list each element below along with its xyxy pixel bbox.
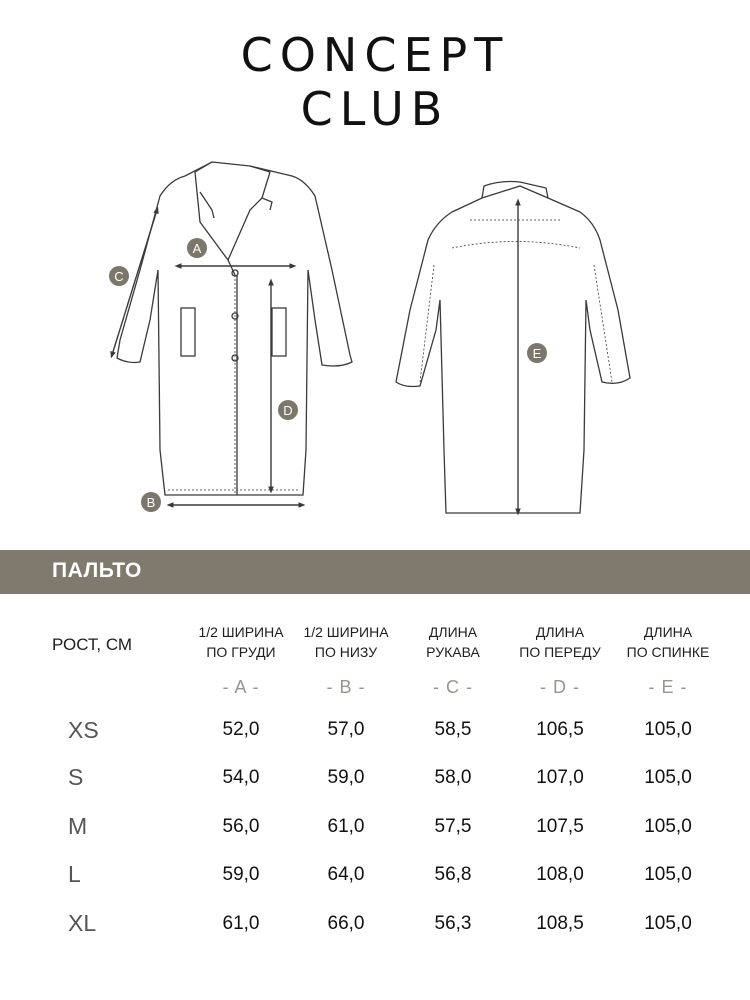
value-cell: 105,0 [644,816,692,837]
brand-logo-line1: CONCEPT [240,28,510,82]
value-cell: 108,0 [536,864,584,885]
brand-logo-line2: CLUB [300,82,450,136]
column-header-e-line2: ПО СПИНКЕ [626,644,710,660]
size-label: XL [68,910,97,936]
column-header-c-line2: РУКАВА [426,644,480,660]
svg-text:C: C [114,269,124,284]
value-cell: 66,0 [327,913,365,934]
value-cell: 52,0 [222,719,260,740]
column-code-c: - C - [433,677,473,697]
column-header-c-line1: ДЛИНА [428,624,478,640]
value-cell: 107,5 [536,816,584,837]
marker-d [278,400,298,420]
coat-measurement-diagram [0,150,750,530]
svg-text:B: B [146,495,156,510]
section-title: ПАЛЬТО [52,559,142,582]
column-header-d [500,622,620,662]
value-cell: 58,0 [434,767,472,788]
value-cell: 56,0 [222,816,260,837]
size-label: L [68,861,81,887]
value-cell: 105,0 [644,913,692,934]
value-cell: 59,0 [327,767,365,788]
column-header-b [286,622,406,662]
svg-text:D: D [283,403,293,418]
value-cell: 56,3 [434,913,472,934]
value-cell: 108,5 [536,913,584,934]
svg-text:A: A [192,241,202,256]
value-cell: 61,0 [222,913,260,934]
column-code-b: - B - [326,677,366,697]
column-code-a: - A - [222,677,260,697]
value-cell: 105,0 [644,719,692,740]
column-header-b-line2: ПО НИЗУ [314,644,378,660]
value-cell: 57,5 [434,816,472,837]
column-header-d-line2: ПО ПЕРЕДУ [519,644,601,660]
column-header-a-line1: 1/2 ШИРИНА [198,624,284,640]
svg-text:E: E [532,346,542,361]
coat-front-drawing [117,162,352,495]
column-code-d: - D - [540,677,580,697]
value-cell: 106,5 [536,719,584,740]
value-cell: 54,0 [222,767,260,788]
column-code-e: - E - [648,677,688,697]
coat-back-drawing [396,182,630,514]
size-label: M [68,813,88,839]
row-header-label: РОСТ, СМ [52,635,133,654]
column-header-e-line1: ДЛИНА [643,624,693,640]
value-cell: 58,5 [434,719,472,740]
column-header-c [393,622,513,662]
size-label: S [68,764,84,790]
value-cell: 57,0 [327,719,365,740]
marker-c [109,266,129,286]
value-cell: 59,0 [222,864,260,885]
section-banner [0,550,750,594]
column-header-e [608,622,728,662]
column-header-a [181,622,301,662]
value-cell: 64,0 [327,864,365,885]
value-cell: 61,0 [327,816,365,837]
value-cell: 105,0 [644,864,692,885]
marker-b [141,492,161,512]
size-label: XS [68,717,99,743]
value-cell: 107,0 [536,767,584,788]
value-cell: 105,0 [644,767,692,788]
brand-logo [0,28,750,136]
value-cell: 56,8 [434,864,472,885]
marker-e [527,343,547,363]
column-header-d-line1: ДЛИНА [535,624,585,640]
column-header-b-line1: 1/2 ШИРИНА [303,624,389,640]
marker-a [187,238,207,258]
column-header-a-line2: ПО ГРУДИ [206,644,276,660]
